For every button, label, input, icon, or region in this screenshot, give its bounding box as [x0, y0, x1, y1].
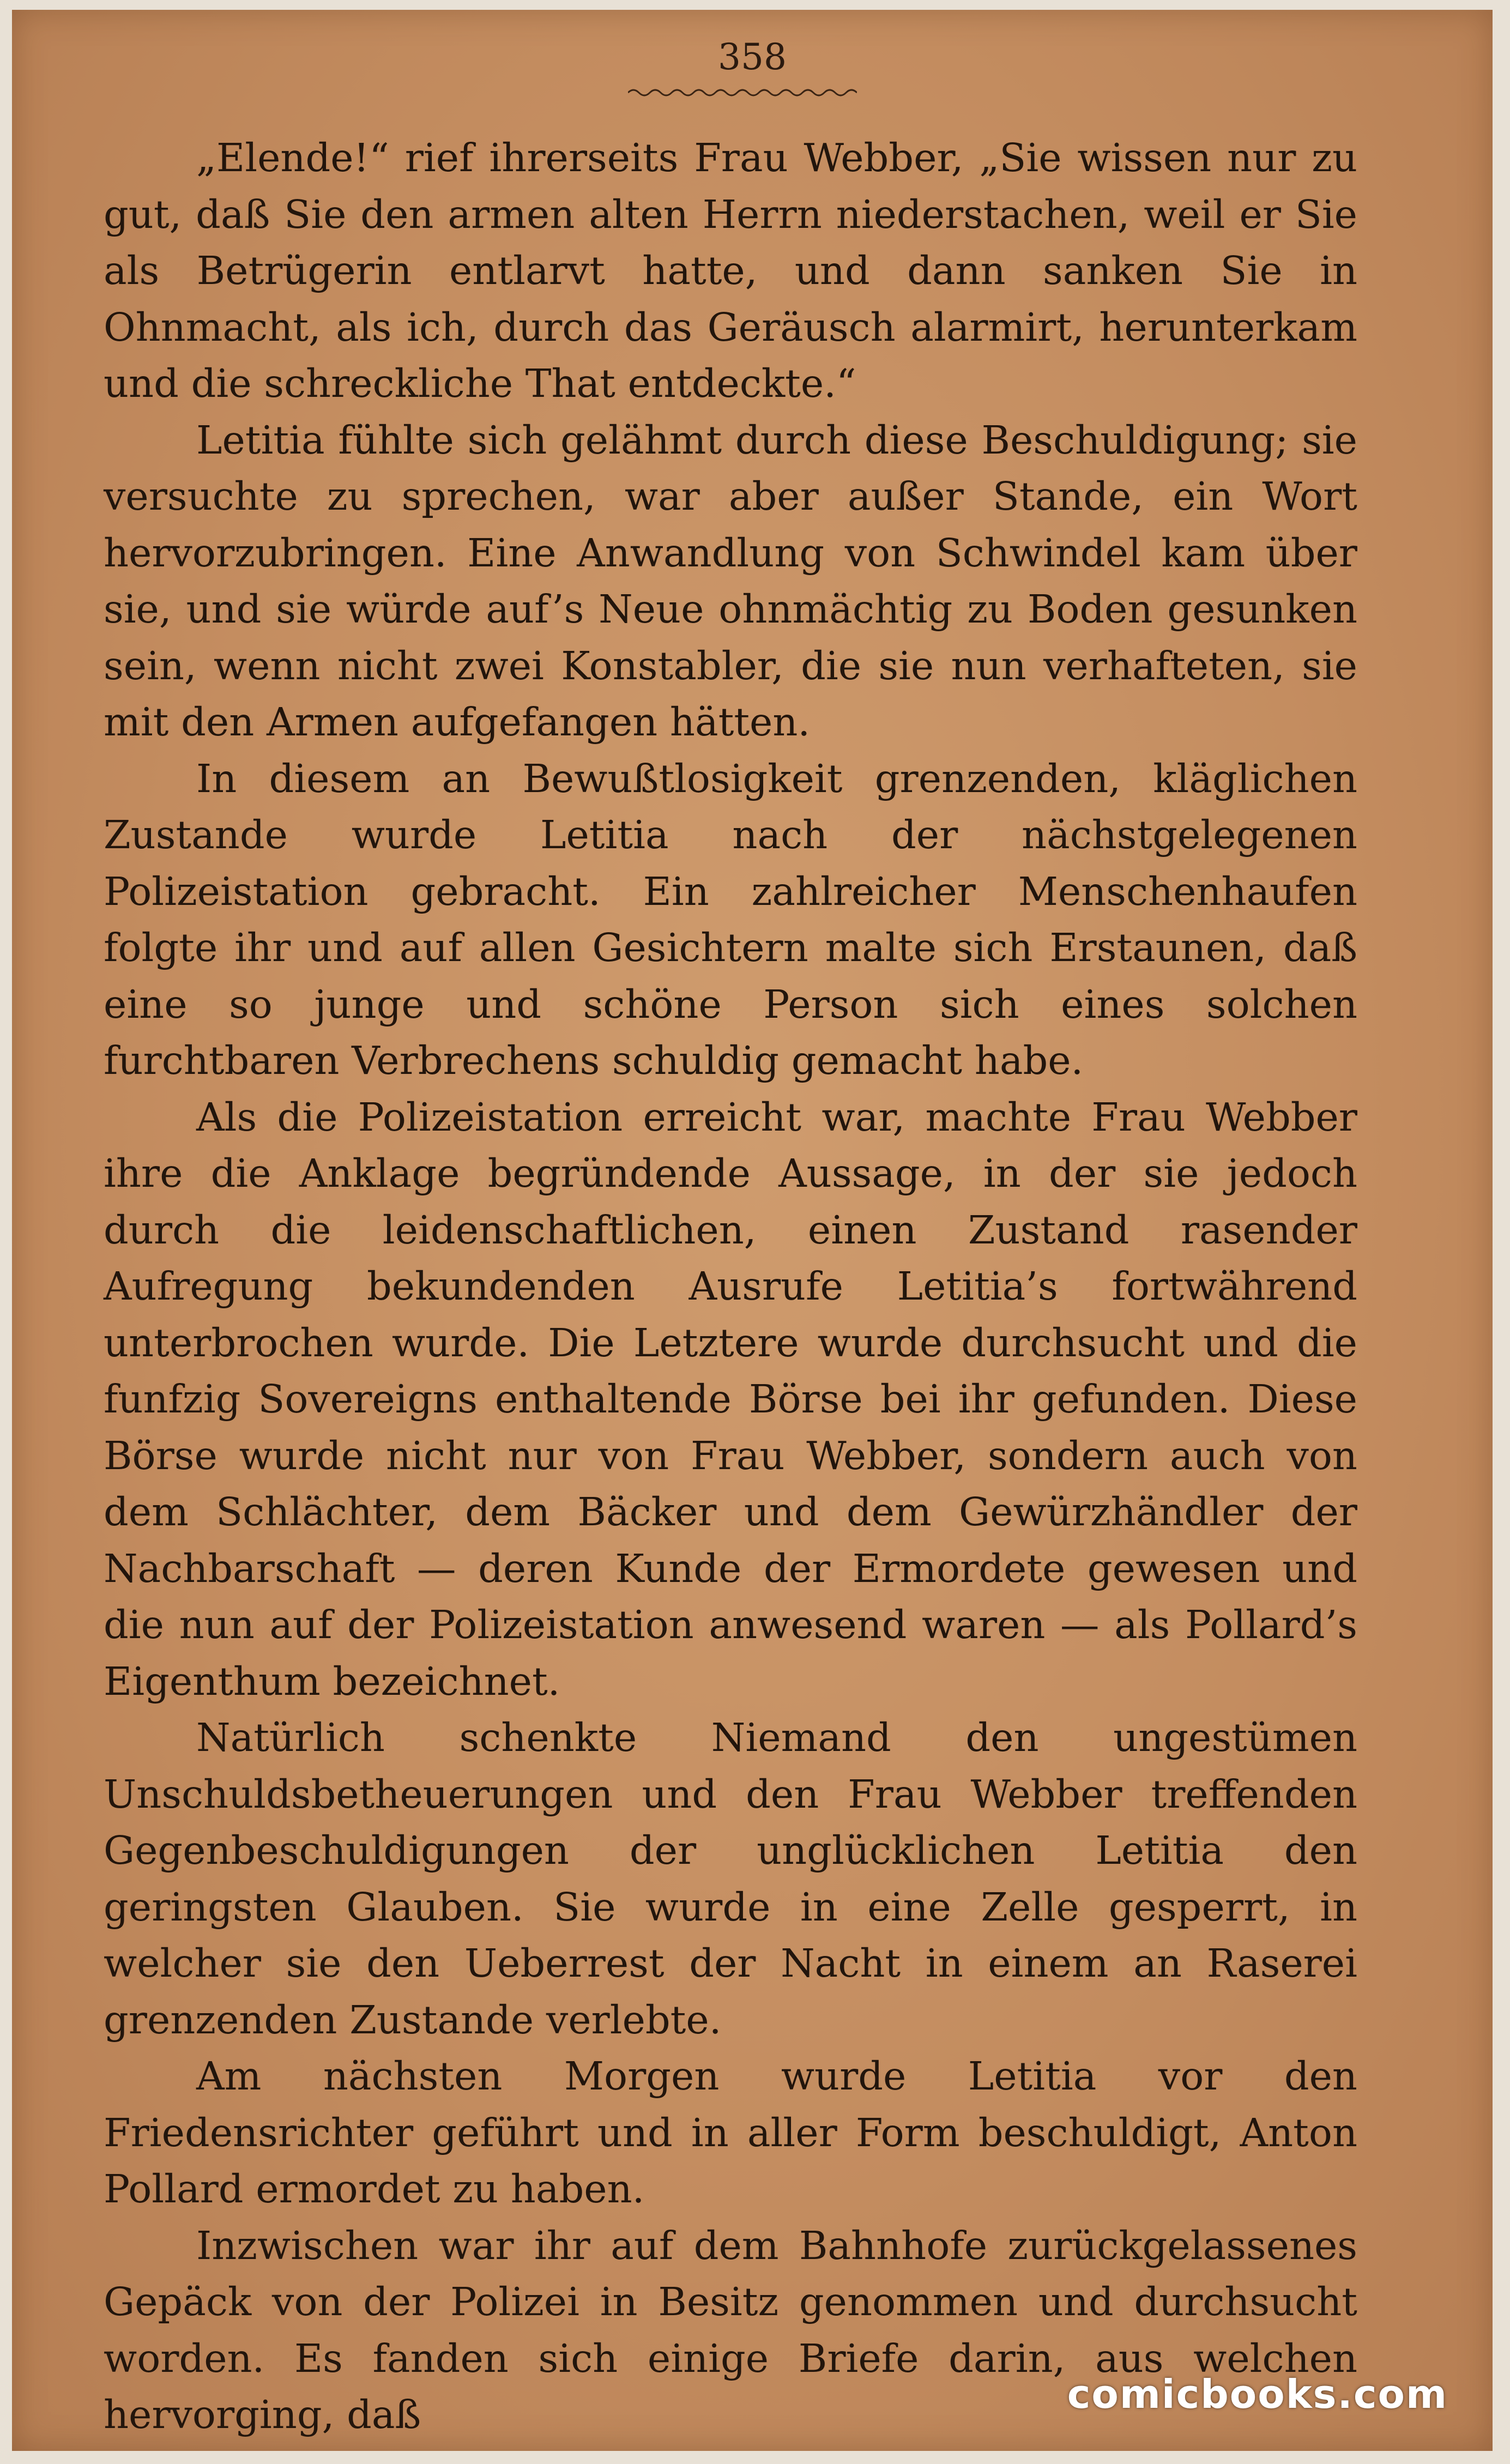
paragraph: In diesem an Bewußtlosigkeit grenzenden, kläglichen Zustande wurde Letitia nach der nächstgelegenen Polizeistation gebracht. Ein zahlreicher Menschenhaufen folgte ihr und auf allen Gesichtern malte sich Erstaunen, daß eine so junge und schöne Person sich eines solchen furchtbaren Verbrechens schuldig gemacht habe. [104, 756, 1357, 1083]
paragraph: Letitia fühlte sich gelähmt durch diese Beschuldigung; sie versuchte zu sprechen, war aber außer Stande, ein Wort hervorzubringen. Eine Anwandlung von Schwindel kam über sie, und sie würde auf’s Neue ohnmächtig zu Boden gesunken sein, wenn nicht zwei Konstabler, die sie nun verhafteten, sie mit den Armen aufgefangen hätten. [104, 417, 1357, 745]
book-page [12, 10, 1493, 2451]
paragraph: Als die Polizeistation erreicht war, machte Frau Webber ihre die Anklage begründende Aussage, in der sie jedoch durch die leidenschaftlichen, einen Zustand rasender Aufregung bekundenden Ausrufe Letitia’s fortwährend unterbrochen wurde. Die Letztere wurde durchsucht und die funfzig Sovereigns enthaltende Börse bei ihr gefunden. Diese Börse wurde nicht nur von Frau Webber, sondern auch von dem Schlächter, dem Bäcker und dem Gewürzhändler der Nachbarschaft — deren Kunde der Ermordete gewesen und die nun auf der Polizeistation anwesend waren — als Pollard’s Eigenthum bezeichnet. [104, 1094, 1357, 1704]
paragraph: Natürlich schenkte Niemand den ungestümen Unschuldsbetheuerungen und den Frau Webber treffenden Gegenbeschuldigungen der unglücklichen Letitia den geringsten Glauben. Sie wurde in eine Zelle gesperrt, in welcher sie den Ueberrest der Nacht in einem an Raserei grenzenden Zustande verlebte. [104, 1715, 1357, 2043]
watermark: comicbooks.com [1067, 2371, 1448, 2417]
body-text [104, 130, 1357, 2443]
page-number: 358 [718, 36, 787, 78]
paragraph: Inzwischen war ihr auf dem Bahnhofe zurückgelassenes Gepäck von der Polizei in Besitz genommen und durchsucht worden. Es fanden sich einige Briefe darin, aus welchen hervorging, daß [104, 2223, 1357, 2437]
paragraph: Am nächsten Morgen wurde Letitia vor den Friedensrichter geführt und in aller Form beschuldigt, Anton Pollard ermordet zu haben. [104, 2054, 1357, 2212]
paragraph: „Elende!“ rief ihrerseits Frau Webber, „Sie wissen nur zu gut, daß Sie den armen alten Herrn niederstachen, weil er Sie als Betrügerin entlarvt hatte, und dann sanken Sie in Ohnmacht, als ich, durch das Geräusch alarmirt, herunterkam und die schreckliche That entdeckte.“ [104, 135, 1357, 406]
decorative-rule [628, 86, 857, 99]
